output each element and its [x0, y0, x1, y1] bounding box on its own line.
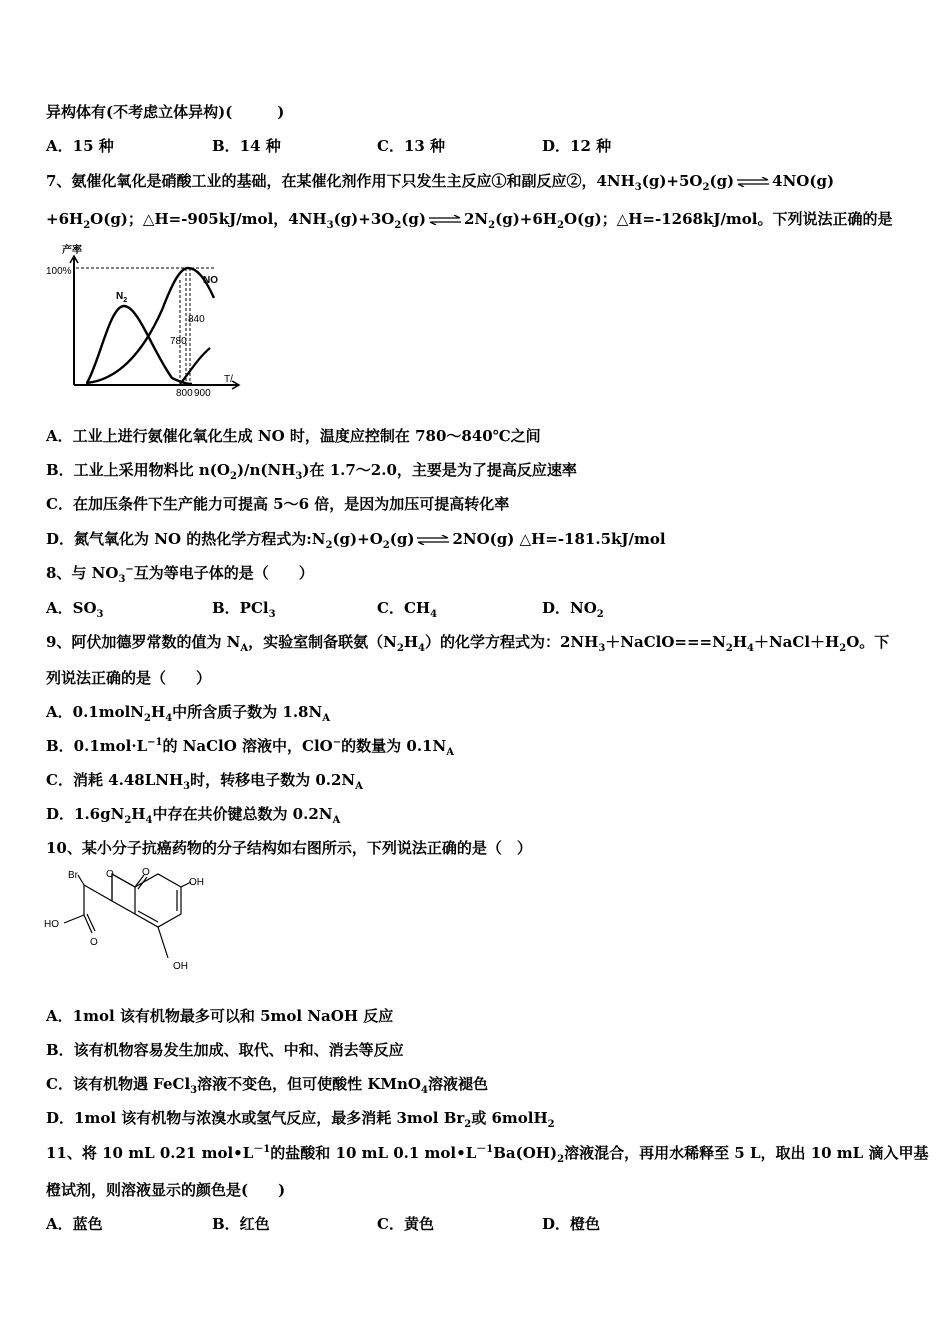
yield-temperature-chart: [40, 240, 250, 400]
mol-ring-o-label: O: [106, 869, 114, 880]
q6-option-d[interactable]: D．12 种: [542, 137, 612, 155]
q9-option-a[interactable]: A．$0.1molN_2H_4$中所含质子数为 $1.8N_A$: [46, 703, 330, 724]
q9-option-b[interactable]: B．$0.1mol\cdot L^{-1}$的 NaClO 溶液中，ClO−的数量为 $0.1N_A$: [46, 737, 454, 758]
chart-y-100-label: 100%: [46, 266, 72, 277]
chart-800-tick: 800: [176, 388, 193, 399]
q7-option-c[interactable]: C．在加压条件下生产能力可提高 5～6 倍，是因为加压可提高转化率: [46, 495, 510, 513]
molecule-structure-figure: [40, 865, 210, 980]
q9-stem-line2: 列说法正确的是（ ）: [46, 669, 212, 687]
chart-x-label: T/: [224, 374, 233, 385]
q10-option-a[interactable]: A．1mol 该有机物最多可以和 5mol NaOH 反应: [46, 1007, 394, 1025]
q11-option-a[interactable]: A．蓝色: [46, 1215, 103, 1233]
q6-option-c[interactable]: C．13 种: [377, 137, 446, 155]
equilibrium-arrow-icon: [416, 535, 450, 545]
q7-stem-line1: 7、氨催化氧化是硝酸工业的基础，在某催化剂作用下只发生主反应①和副反应②，$4NH_3(g)+5O_2(g)$ 4NO(g): [46, 172, 835, 193]
mol-acid-o-label: O: [90, 937, 98, 948]
q7-option-d[interactable]: D．氮气氧化为 NO 的热化学方程式为$:N_2(g)+O_2(g)$ 2NO(g) △H=-181.5kJ/mol: [46, 530, 666, 551]
q6-stem-tail: 异构体有(不考虑立体异构)( ): [46, 103, 285, 121]
q6-option-a[interactable]: A．15 种: [46, 137, 114, 155]
q6-option-b[interactable]: B．14 种: [212, 137, 281, 155]
q11-stem-line1: 11、将 10 mL 0.21 $mol•L^{-1}$的盐酸和 10 mL 0.1 $mol•L^{-1}Ba(OH)_2$溶液混合，再用水稀释至 5 L，取出 10 mL 滴入甲基: [46, 1144, 929, 1165]
mol-carbonyl-o-label: O: [142, 867, 150, 878]
q10-option-d[interactable]: D．1mol 该有机物与浓溴水或氢气反应，最多消耗 3mol $Br_2$或 6molH$_2$: [46, 1109, 555, 1130]
q8-stem: 8、与 $NO_3^-$互为等电子体的是（ ）: [46, 564, 314, 585]
q7-option-a[interactable]: A．工业上进行氨催化氧化生成 NO 时，温度应控制在 780～840℃之间: [46, 427, 541, 445]
chart-no-label: NO: [203, 275, 218, 286]
q11-option-d[interactable]: D．橙色: [542, 1215, 601, 1233]
q7-option-b[interactable]: B．工业上采用物料比 $n(O_2)/n(NH_3)$在 1.7～2.0，主要是为了提高反应速率: [46, 461, 577, 482]
equilibrium-arrow-icon: [428, 215, 462, 225]
q10-stem: 10、某小分子抗癌药物的分子结构如右图所示，下列说法正确的是（ ）: [46, 839, 532, 857]
equilibrium-arrow-icon: [736, 177, 770, 187]
q10-option-b[interactable]: B．该有机物容易发生加成、取代、中和、消去等反应: [46, 1041, 404, 1059]
chart-n2-label: $N_2$: [116, 291, 128, 304]
q11-option-b[interactable]: B．红色: [212, 1215, 270, 1233]
chart-y-label: 产率: [62, 245, 82, 256]
chart-780-label: 780: [170, 336, 187, 347]
q9-stem-line1: 9、阿伏加德罗常数的值为 $N_A$，实验室制备联氨$(N_2H_4)$的化学方程式为：$2NH_3+NaClO===N_2H_4+NaCl+H_2O$。下: [46, 633, 890, 654]
chart-900-tick: 900: [194, 388, 211, 399]
q11-stem-line2: 橙试剂，则溶液显示的颜色是( ): [46, 1181, 286, 1199]
mol-oh-bottom-label: OH: [173, 961, 188, 972]
q7-stem-line2: $+6H_2O(g)$；△H=-905kJ/mol，$4NH_3(g)+3O_2(g)$ $2N_2(g)+6H_2O(g)$；△H=-1268kJ/mol。下列说法正确的是: [46, 210, 893, 231]
q9-option-c[interactable]: C．消耗 $4.48LNH_3$时，转移电子数为 $0.2N_A$: [46, 771, 363, 792]
q8-option-b[interactable]: B．PCl$_3$: [212, 599, 276, 620]
q8-option-c[interactable]: C．$CH_4$: [377, 599, 438, 620]
q11-option-c[interactable]: C．黄色: [377, 1215, 434, 1233]
mol-oh-top-label: OH: [189, 877, 204, 888]
mol-br-label: Br: [68, 870, 78, 881]
q9-option-d[interactable]: D．$1.6gN_2H_4$中存在共价键总数为 $0.2N_A$: [46, 805, 341, 826]
q8-option-d[interactable]: D．$NO_2$: [542, 599, 604, 620]
mol-ho-label: HO: [44, 919, 59, 930]
q10-option-c[interactable]: C．该有机物遇 FeCl$_3$溶液不变色，但可使酸性 KMnO$_4$溶液褪色: [46, 1075, 488, 1096]
q8-option-a[interactable]: A．$SO_3$: [46, 599, 104, 620]
no-curve-lower: [180, 348, 210, 384]
chart-840-label: 840: [188, 314, 205, 325]
